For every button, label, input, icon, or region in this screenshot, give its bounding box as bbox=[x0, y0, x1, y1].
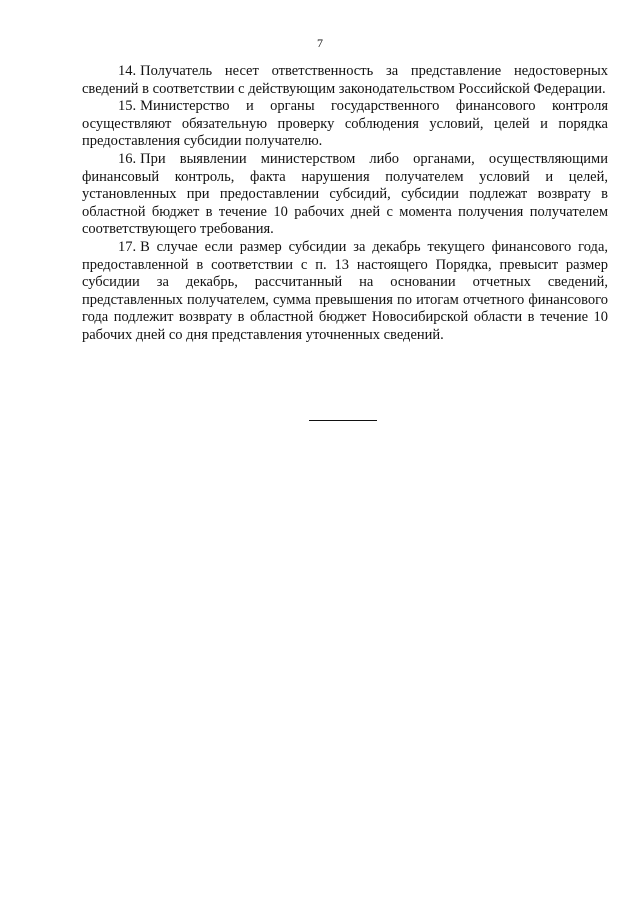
paragraph-15 bbox=[82, 98, 608, 151]
paragraph-16 bbox=[82, 151, 608, 239]
paragraph-number: 17. bbox=[118, 238, 137, 255]
paragraph-number: 14. bbox=[118, 63, 137, 79]
document-body bbox=[82, 63, 608, 345]
paragraph-number: 16. bbox=[118, 150, 137, 167]
paragraph-number: 15. bbox=[118, 98, 137, 115]
paragraph-text: Получатель несет ответственность за представление недостоверных сведений в соответствии с действующим законодательством Российской Федерации. bbox=[82, 63, 608, 97]
paragraph-text: При выявлении министерством либо органами, осуществляющими финансовый контроль, факта нарушения получателем условий и целей, установленных при предоставлении субсидий, субсидии подлежат возврату в областной бюджет в течение 10 рабочих дней с момента получения получателем соответствующего требования. bbox=[82, 150, 608, 238]
paragraph-text: В случае если размер субсидии за декабрь текущего финансового года, предоставленной в соответствии с п. 13 настоящего Порядка, превысит размер субсидии за декабрь, рассчитанный на основании отчетных сведений, представленных получателем, сумма превышения по итогам отчетного финансового года подлежит возврату в областной бюджет Новосибирской области в течение 10 рабочих дней со дня представления уточненных сведений. bbox=[82, 238, 608, 343]
end-of-document-rule bbox=[309, 420, 377, 421]
paragraph-14 bbox=[82, 63, 608, 98]
paragraph-text: Министерство и органы государственного финансового контроля осуществляют обязательную проверку соблюдения условий, целей и порядка предоставления субсидии получателю. bbox=[82, 98, 608, 150]
page-number: 7 bbox=[317, 36, 323, 50]
paragraph-17 bbox=[82, 239, 608, 345]
